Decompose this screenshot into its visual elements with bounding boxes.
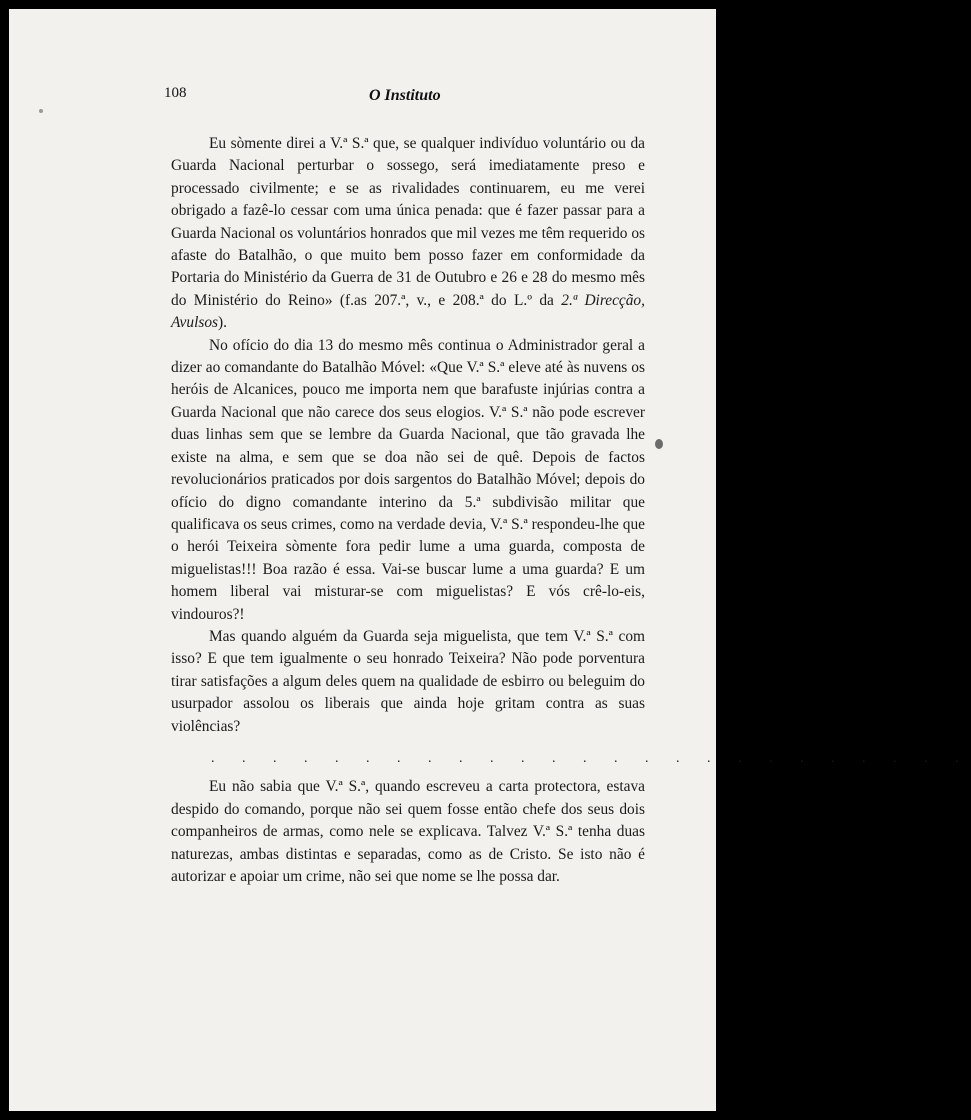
paragraph-4: Eu não sabia que V.ª S.ª, quando escreveu a carta protectora, estava despido do comando, porque não sei quem fosse então chefe dos seus dois companheiros de armas, como nele se explicava. Talvez V.ª S.ª tenha duas naturezas, ambas distintas e separadas, como as de Cristo. Se isto não é autorizar e apoiar um crime, não sei que nome se lhe possa dar. <box>171 778 645 885</box>
paragraph-1-end: ). <box>218 314 228 332</box>
book-page <box>9 9 971 1111</box>
page-speck <box>655 439 663 449</box>
page-speck <box>39 109 43 113</box>
paragraph-1-text: Eu sòmente direi a V.ª S.ª que, se qualquer indivíduo voluntário ou da Guarda Nacional perturbar o sossego, será imediatamente preso e processado civilmente; e se as rivalidades continuarem, eu me verei obrigado a fazê-lo cessar com uma única penada: que é fazer passar para a Guarda Nacional os voluntários honrados que mil vezes me têm requerido os afaste do Batalhão, o que muito bem posso fazer em conformidade da Portaria do Ministério da Guerra de 31 de Outubro e 26 e 28 do mesmo mês do Ministério do Reino» (f.as 207.ª, v., e 208.ª do L.º da <box>171 135 645 309</box>
dotted-separator: . . . . . . . . . . . . . . . . . . . . . . . . . <box>211 750 971 766</box>
page-number: 108 <box>164 85 187 101</box>
body-text <box>171 133 971 888</box>
running-title: O Instituto <box>369 87 441 104</box>
paragraph-3: Mas quando alguém da Guarda seja miguelista, que tem V.ª S.ª com isso? E que tem igualmente o seu honrado Teixeira? Não pode porventura tirar satisfações a algum deles quem na qualidade de esbirro ou beleguim do usurpador assolou os liberais que ainda hoje gritam contra as suas violências? <box>171 627 645 735</box>
page-header <box>164 79 614 109</box>
paragraph-1 <box>171 133 645 335</box>
paragraph-2: No ofício do dia 13 do mesmo mês continua o Administrador geral a dizer ao comandante do Batalhão Móvel: «Que V.ª S.ª eleve até às nuvens os heróis de Alcanices, pouco me importa nem que barafuste injúrias contra a Guarda Nacional que não carece dos seus elogios. V.ª S.ª não pode escrever duas linhas sem que se lembre da Guarda Nacional, que tão gravada lhe existe na alma, e sem que se doa não sei de quê. Depois de factos revolucionários praticados por dois sargentos do Batalhão Móvel; depois do ofício do digno comandante interino da 5.ª subdivisão militar que qualificava os seus crimes, como na verdade devia, V.ª S.ª respondeu-lhe que o herói Teixeira sòmente fora pedir lume a uma guarda, composta de miguelistas!!! Boa razão é essa. Vai-se buscar lume a uma guarda? E um homem liberal vai misturar-se com miguelistas? E vós crê-lo-eis, vindouros?! <box>171 336 645 623</box>
paragraph-1-italic: 2.ª Direcção, Avulsos <box>171 291 645 332</box>
